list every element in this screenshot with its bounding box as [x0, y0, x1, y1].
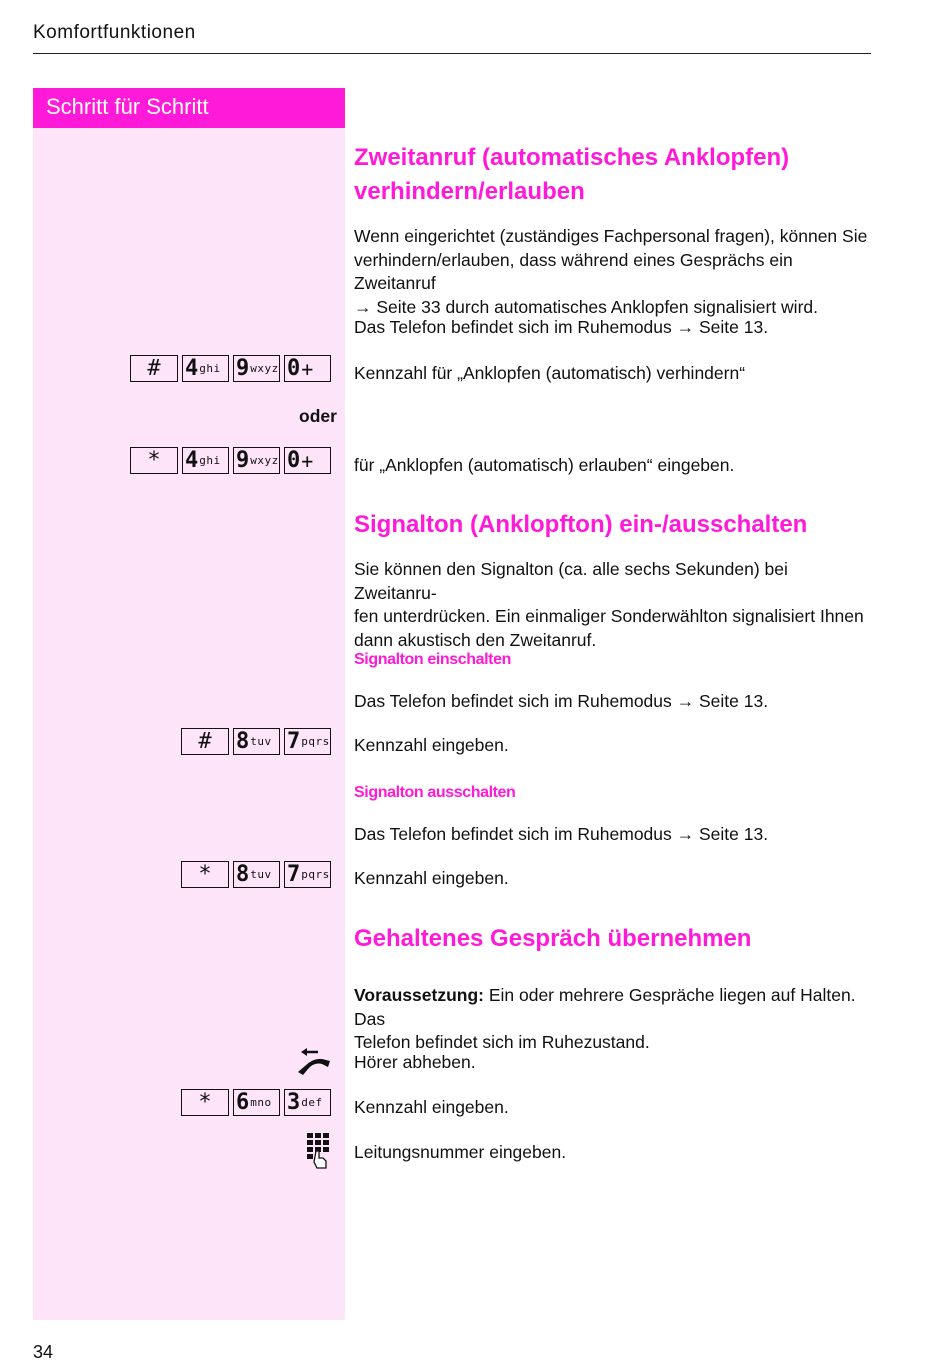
intro-paragraph [354, 558, 874, 652]
key-digit: 7 [287, 861, 301, 887]
step-text: Hörer abheben. [354, 1052, 476, 1072]
handset-lift-icon [295, 1047, 331, 1080]
prereq-label: Voraussetzung: [354, 985, 484, 1005]
keycode-allow [130, 447, 331, 474]
header-title: Komfortfunktionen [33, 22, 196, 43]
key-digit: 9 [236, 447, 250, 473]
keycode-pickup [181, 1089, 331, 1116]
intro-paragraph [354, 225, 874, 319]
key-letters: wxyz [250, 362, 279, 375]
key-letters: pqrs [301, 735, 330, 748]
header-rule [33, 53, 871, 54]
prerequisite-paragraph [354, 984, 874, 1055]
key-digit: 0 [287, 447, 301, 473]
section-heading-zweitanruf [354, 141, 874, 209]
key-hash: # [181, 728, 229, 755]
key-4 [182, 447, 229, 474]
key-digit: 8 [236, 728, 250, 754]
idle-note: Das Telefon befindet sich im Ruhemodus → Seite 13. [354, 691, 769, 711]
key-letters: + [301, 356, 314, 381]
key-letters: wxyz [250, 454, 279, 467]
step-text: Kennzahl eingeben. [354, 868, 509, 888]
section-heading-gehalten: Gehaltenes Gespräch übernehmen [354, 925, 752, 952]
step-text: Leitungsnummer eingeben. [354, 1142, 567, 1162]
text-line: Wenn eingerichtet (zuständiges Fachpersonal fragen), können Sie [354, 226, 868, 246]
section-heading-signalton: Signalton (Anklopfton) ein-/ausschalten [354, 511, 808, 538]
key-8 [233, 861, 280, 888]
key-digit: 4 [185, 355, 199, 381]
step-text: Kennzahl eingeben. [354, 1097, 509, 1117]
key-digit: 8 [236, 861, 250, 887]
idle-note: Das Telefon befindet sich im Ruhemodus → Seite 13. [354, 824, 769, 844]
step-text: für „Anklopfen (automatisch) erlauben“ eingeben. [354, 455, 735, 475]
key-digit: 0 [287, 355, 301, 381]
text-line: → Seite 33 durch automatisches Anklopfen signalisiert wird. [354, 296, 818, 317]
key-letters: tuv [250, 868, 272, 881]
key-0 [284, 355, 331, 382]
key-4 [182, 355, 229, 382]
text-line: verhindern/erlauben, dass während eines Gesprächs ein Zweitanruf [354, 249, 793, 293]
key-9 [233, 447, 280, 474]
prereq-text: Ein oder mehrere Gespräche liegen auf Halten. Das [354, 985, 856, 1029]
key-star: * [130, 447, 178, 474]
keycode-signal-on [181, 728, 331, 755]
key-letters: + [301, 448, 314, 473]
text-line [354, 984, 874, 1031]
heading-line: Zweitanruf (automatisches Anklopfen) [354, 144, 790, 171]
key-7 [284, 728, 331, 755]
key-letters: mno [250, 1096, 272, 1109]
text-line: Telefon befindet sich im Ruhezustand. [354, 1032, 650, 1052]
key-6 [233, 1089, 280, 1116]
key-star: * [181, 861, 229, 888]
key-digit: 4 [185, 447, 199, 473]
key-digit: 3 [287, 1089, 301, 1115]
key-letters: ghi [199, 454, 221, 467]
key-7 [284, 861, 331, 888]
key-letters: tuv [250, 735, 272, 748]
idle-note: Das Telefon befindet sich im Ruhemodus → Seite 13. [354, 317, 769, 337]
heading-line: verhindern/erlauben [354, 178, 585, 205]
key-letters: pqrs [301, 868, 330, 881]
key-digit: 7 [287, 728, 301, 754]
key-0 [284, 447, 331, 474]
step-text: Kennzahl eingeben. [354, 735, 509, 755]
key-3 [284, 1089, 331, 1116]
page-number: 34 [33, 1342, 54, 1362]
step-text: Kennzahl für „Anklopfen (automatisch) verhindern“ [354, 363, 746, 383]
key-letters: def [301, 1096, 323, 1109]
subheading-on: Signalton einschalten [354, 651, 511, 668]
keypad-icon [305, 1131, 331, 1174]
text-line: fen unterdrücken. Ein einmaliger Sonderwählton signalisiert Ihnen [354, 606, 864, 626]
text-line: Sie können den Signalton (ca. alle sechs Sekunden) bei Zweitanru- [354, 559, 788, 603]
key-8 [233, 728, 280, 755]
sidebar-title: Schritt für Schritt [33, 88, 345, 128]
sidebar [33, 88, 345, 1320]
keycode-signal-off [181, 861, 331, 888]
oder-label: oder [299, 406, 337, 426]
key-letters: ghi [199, 362, 221, 375]
keycode-prevent [130, 355, 331, 382]
key-digit: 9 [236, 355, 250, 381]
subheading-off: Signalton ausschalten [354, 784, 516, 801]
key-digit: 6 [236, 1089, 250, 1115]
key-star: * [181, 1089, 229, 1116]
key-hash: # [130, 355, 178, 382]
key-9 [233, 355, 280, 382]
text-line: dann akustisch den Zweitanruf. [354, 629, 597, 650]
